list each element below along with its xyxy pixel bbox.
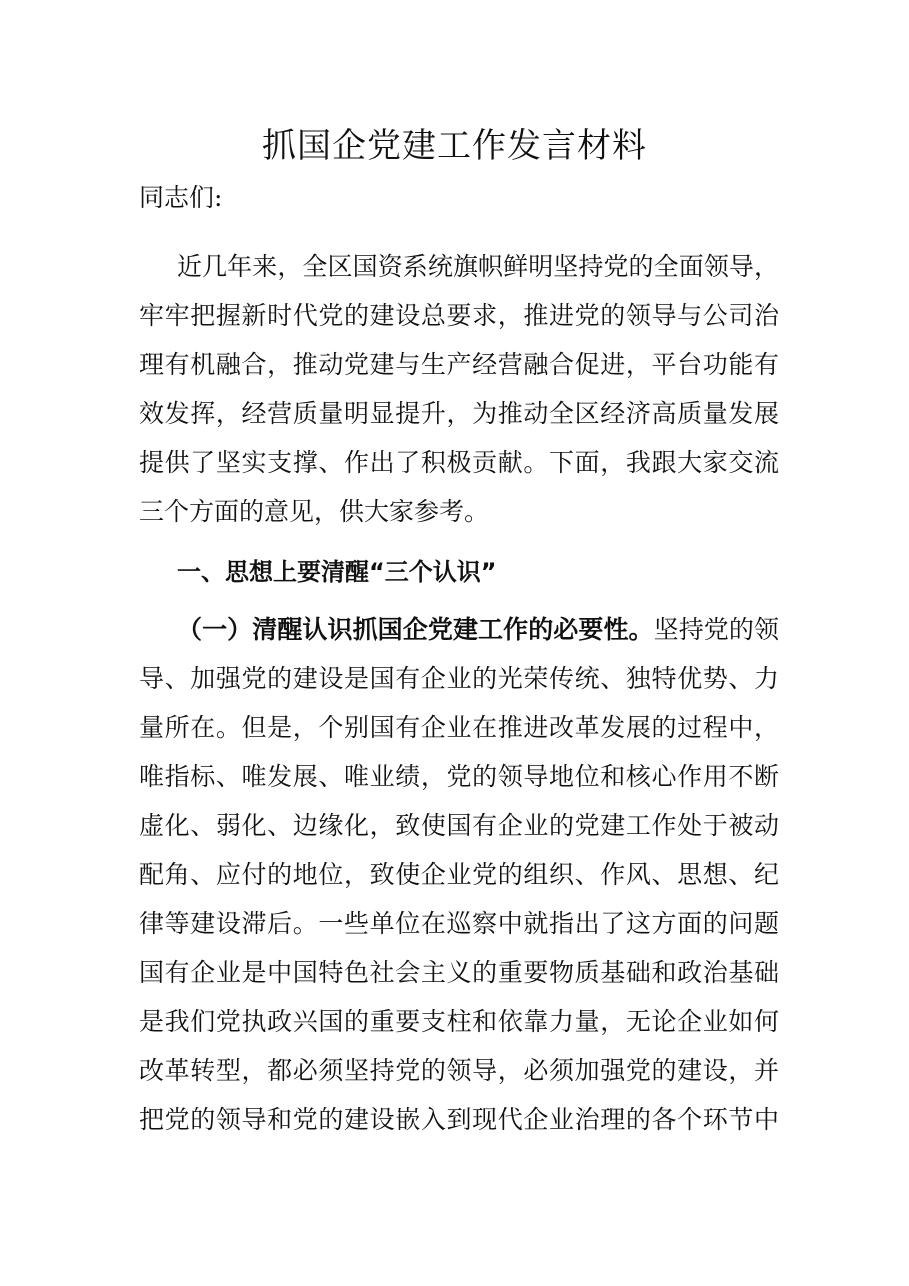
body-line: 导、加强党的建设是国有企业的光荣传统、独特优势、力	[139, 664, 779, 693]
intro-line: 提供了坚实支撑、作出了积极贡献。下面，我跟大家交流	[139, 448, 779, 477]
intro-line: 牢牢把握新时代党的建设总要求，推进党的领导与公司治	[139, 301, 779, 330]
body-line: 律等建设滞后。一些单位在巡察中就指出了这方面的问题	[139, 909, 779, 938]
body-line: 配角、应付的地位，致使企业党的组织、作风、思想、纪	[139, 860, 779, 889]
document-title: 抓国企党建工作发言材料	[262, 126, 647, 166]
body-line: 唯指标、唯发展、唯业绩，党的领导地位和核心作用不断	[139, 762, 779, 791]
intro-line: 理有机融合，推动党建与生产经营融合促进，平台功能有	[139, 350, 779, 379]
intro-line: 效发挥，经营质量明显提升，为推动全区经济高质量发展	[139, 399, 779, 428]
body-line: 国有企业是中国特色社会主义的重要物质基础和政治基础	[139, 958, 779, 987]
subsection-lead: （一）清醒认识抓国企党建工作的必要性。	[177, 615, 654, 644]
intro-line: 近几年来，全区国资系统旗帜鲜明坚持党的全面领导，	[177, 252, 779, 281]
body-line: 把党的领导和党的建设嵌入到现代企业治理的各个环节中	[139, 1105, 779, 1134]
intro-line: 三个方面的意见，供大家参考。	[139, 497, 490, 526]
section-heading: 一、思想上要清醒“三个认识”	[177, 558, 497, 586]
subsection-first-line	[177, 606, 779, 654]
body-line: 是我们党执政兴国的重要支柱和依靠力量，无论企业如何	[139, 1007, 779, 1036]
salutation: 同志们:	[139, 183, 223, 212]
body-line: 虚化、弱化、边缘化，致使国有企业的党建工作处于被动	[139, 811, 779, 840]
body-line: 改革转型，都必须坚持党的领导，必须加强党的建设，并	[139, 1056, 779, 1085]
subsection-first-rest: 坚持党的领	[653, 615, 779, 644]
body-line: 量所在。但是，个别国有企业在推进改革发展的过程中，	[139, 713, 779, 742]
